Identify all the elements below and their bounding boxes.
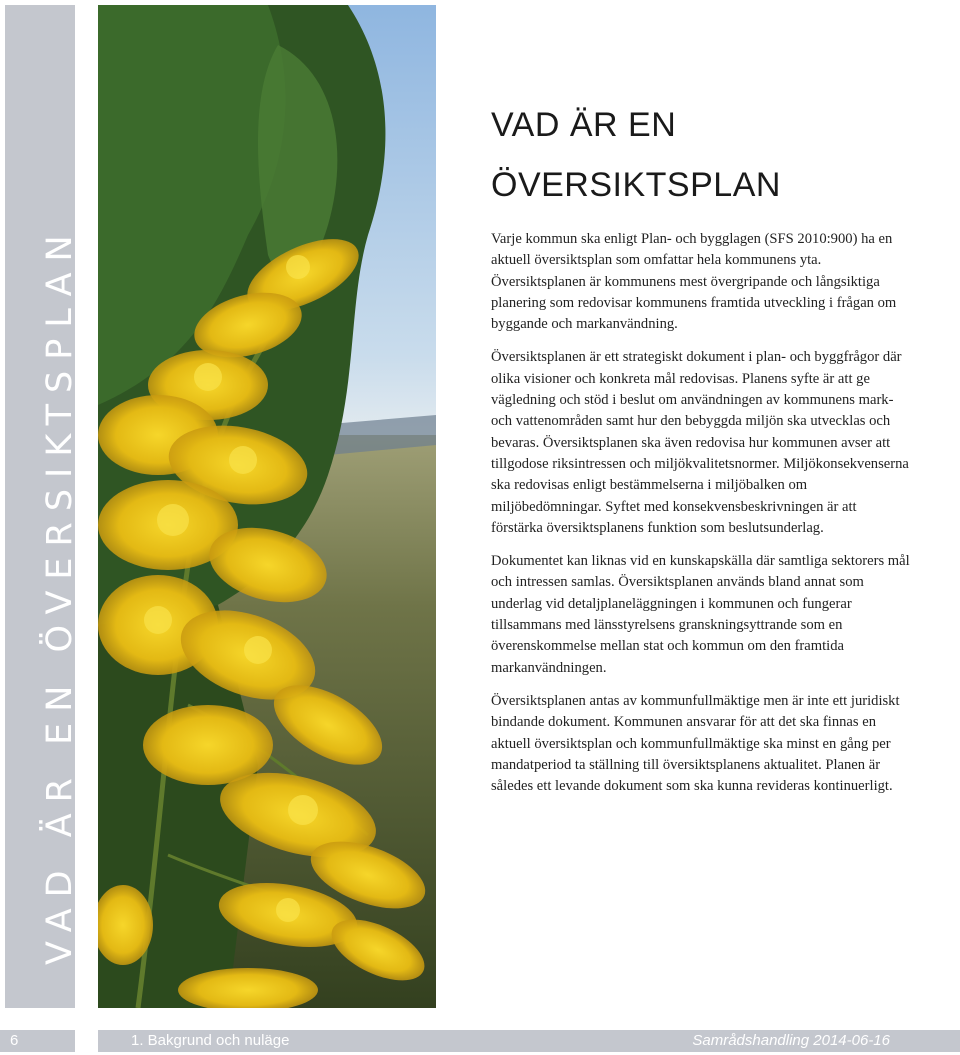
paragraph-2: Översiktsplanen är ett strategiskt dokument i plan- och byggfrågor där olika visioner och konkreta mål redovisas. Planens syfte är att ge vägledning och stöd i beslut om användningen av kommunens mark- och vattenområden samt hur den bebyggda miljön ska utvecklas och bevaras. Översiktsplanen ska även redovisa hur kommunen avser att tillgodose riksintressen och miljökvalitetsnormer. Miljökonsekvenserna ska redovisas enligt bestämmelserna i miljöbalken om miljöbedömningar. Syftet med konsekvensbeskrivningen är att förstärka översiktsplanens funktion som beslutsunderlag. <box>491 349 909 536</box>
goldenrod-photo <box>98 5 436 1008</box>
paragraph-3: Dokumentet kan liknas vid en kunskapskälla där samtliga sektorers mål och intressen samlas. Översiktsplanen används bland annat som underlag vid detaljplaneläggningen i kommunen och fungerar tillsammans med länsstyrelsens granskningsyttrande som en överenskommelse mellan stat och kommun om den framtida markanvändningen. <box>491 553 910 676</box>
footer-bar <box>98 1030 960 1052</box>
page-title-line-2: ÖVERSIKTSPLAN <box>491 166 781 204</box>
footer-section: 1. Bakgrund och nuläge <box>131 1032 290 1049</box>
paragraph-1: Varje kommun ska enligt Plan- och bygglagen (SFS 2010:900) ha en aktuell översiktsplan som omfattar hela kommunens yta. Översiktsplanen är kommunens mest övergripande och långsiktiga planering som redovisar kommunens framtida utveckling i frågan om byggande och markanvändning. <box>491 231 897 333</box>
main-content <box>491 95 911 809</box>
page-title-line-1: VAD ÄR EN <box>491 106 677 144</box>
side-title: VAD ÄR EN ÖVERSIKTSPLAN <box>40 224 80 965</box>
page-title <box>491 95 911 215</box>
paragraph-4: Översiktsplanen antas av kommunfullmäktige men är inte ett juridiskt bindande dokument. Kommunen ansvarar för att det ska finnas en aktuell översiktsplan och kommunfullmäktige ska minst en gång per mandatperiod ta ställning till översiktsplanens aktualitet. Planen är således ett levande dokument som ska kunna revideras kontinuerligt. <box>491 692 900 795</box>
page-number-box <box>0 1030 75 1052</box>
footer-doc-label: Samrådshandling 2014-06-16 <box>692 1032 890 1049</box>
body-text <box>491 229 911 797</box>
page-footer <box>0 1030 960 1055</box>
page-number: 6 <box>10 1032 19 1049</box>
